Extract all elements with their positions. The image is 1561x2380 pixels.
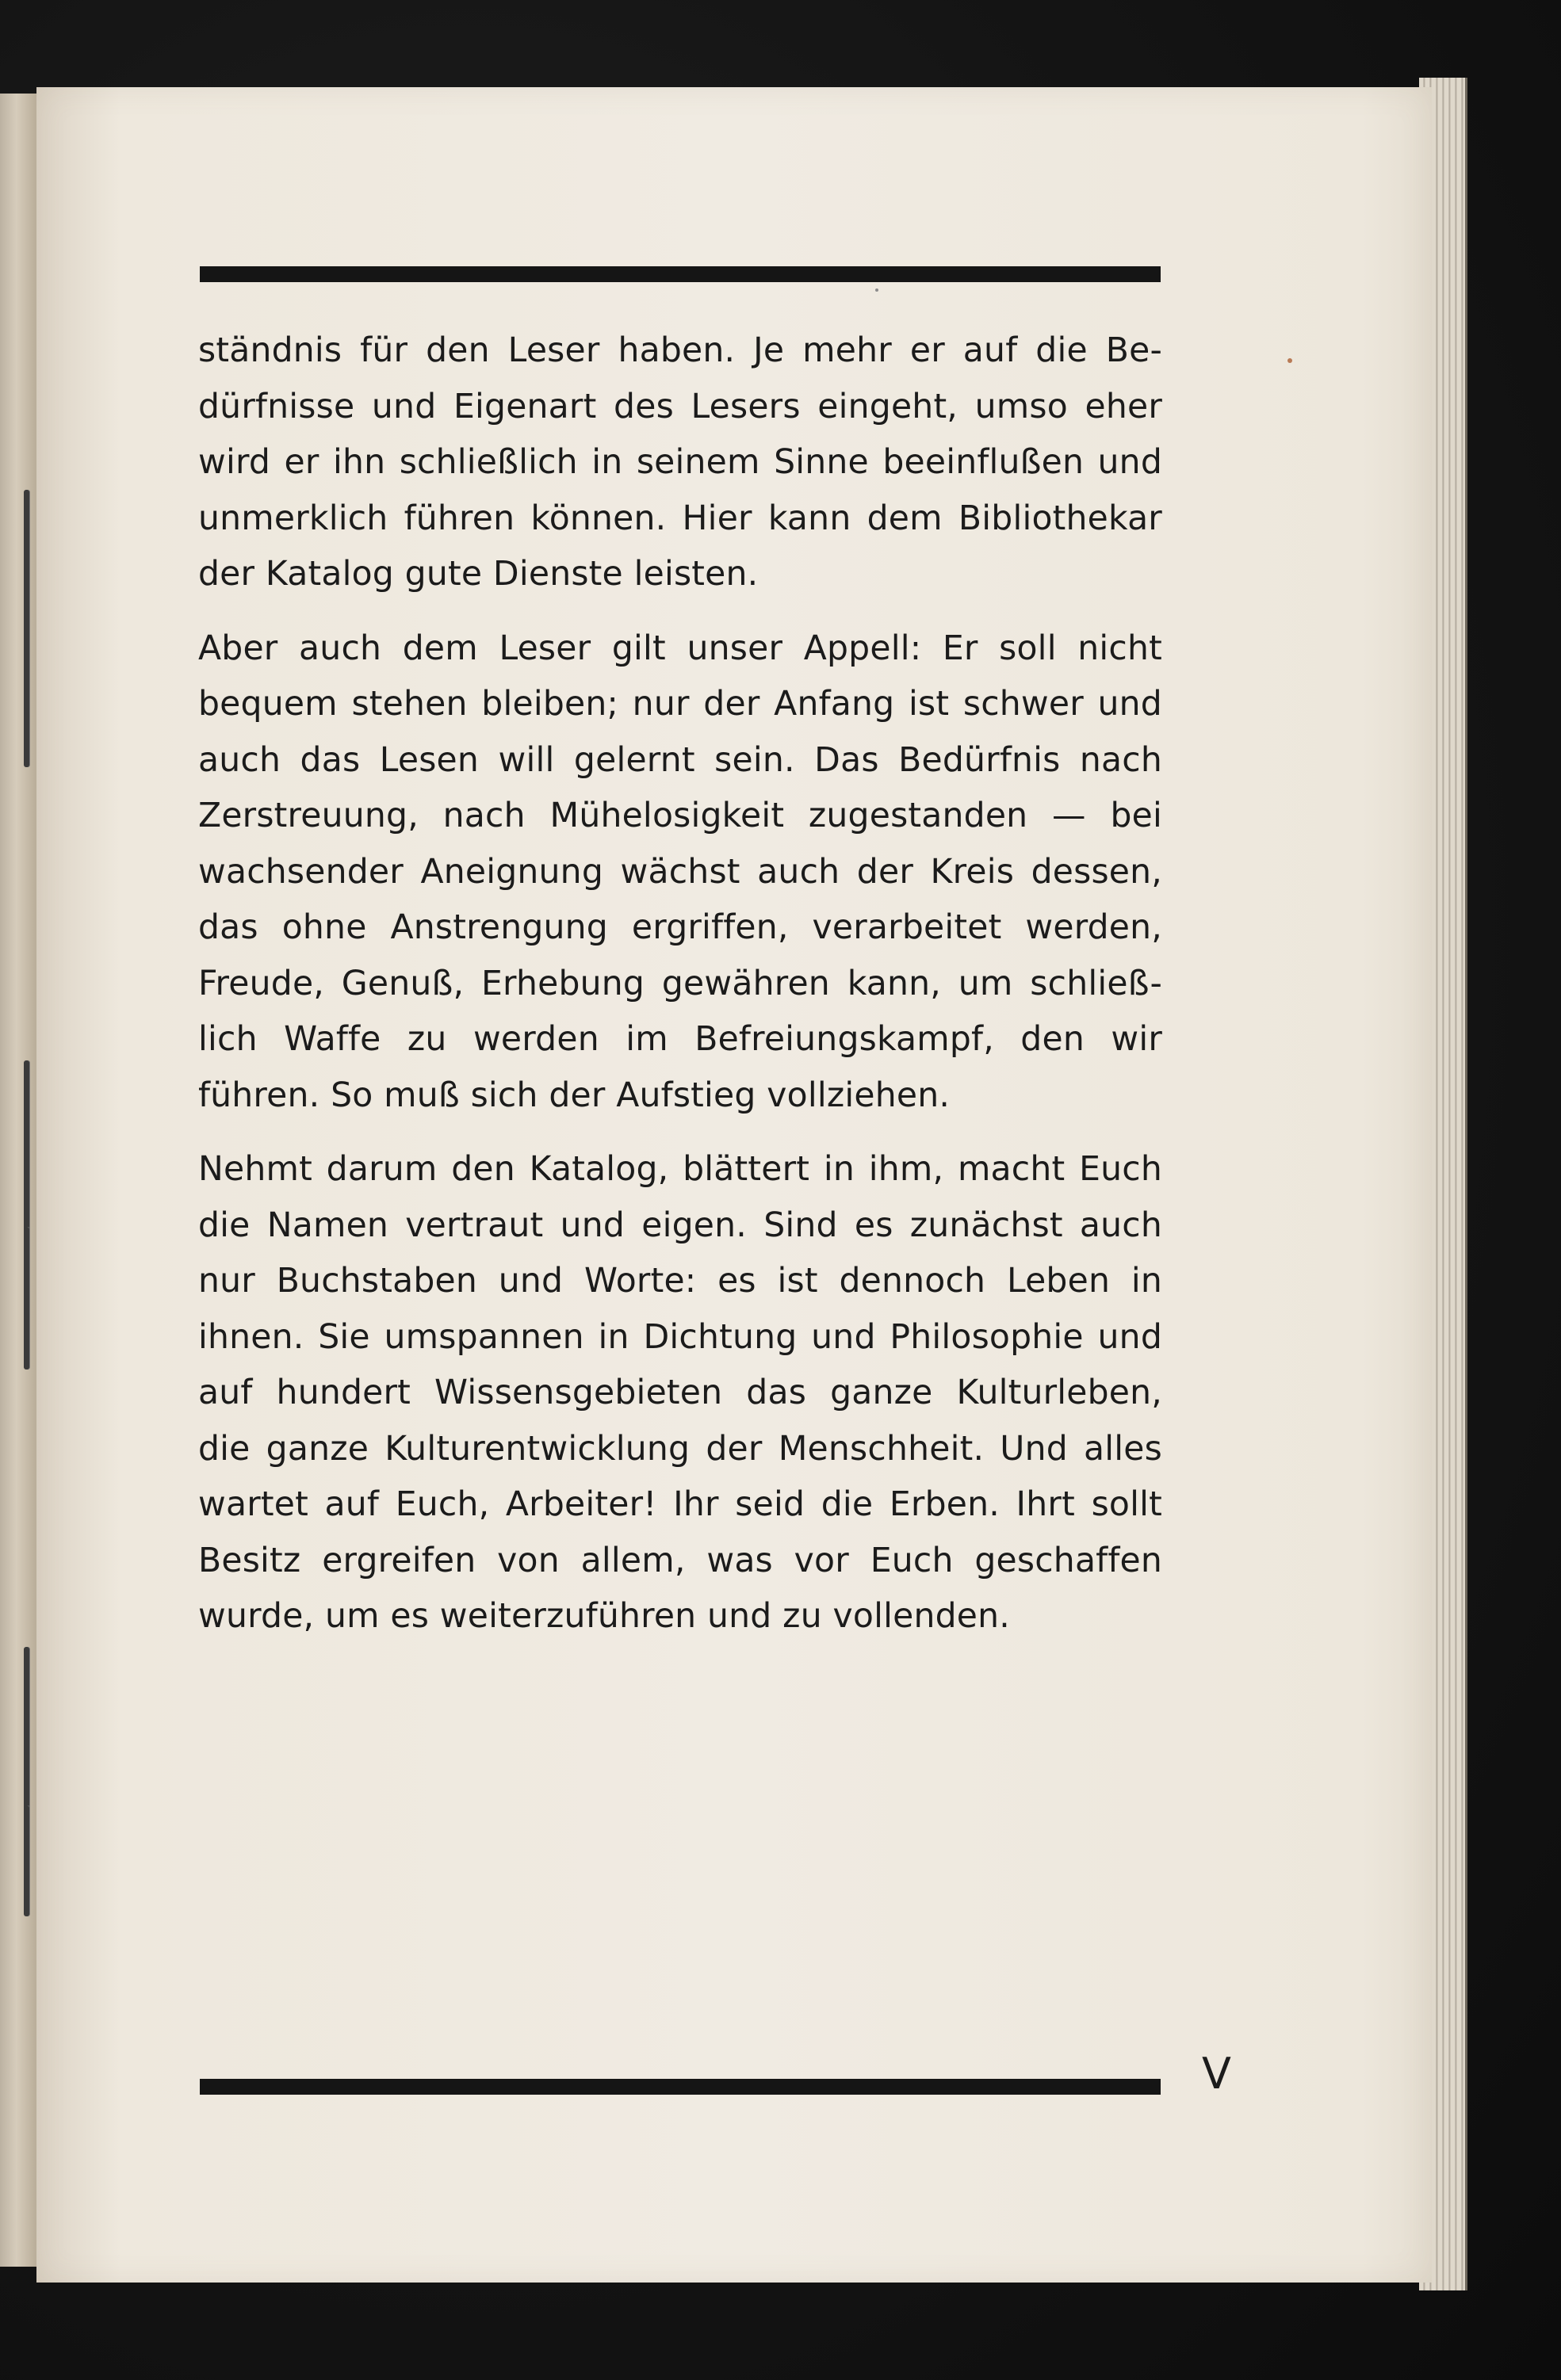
text-line: ständnis für den Leser haben. Je mehr er auf die Be- xyxy=(198,331,1162,370)
page-number: V xyxy=(1202,2049,1231,2099)
body-text xyxy=(198,323,1162,1664)
text-line: Zerstreuung, nach Mühelosigkeit zugestanden — bei xyxy=(198,797,1162,835)
paper-speck xyxy=(1287,358,1292,363)
text-line: wurde, um es weiterzuführen und zu vollenden. xyxy=(198,1597,1010,1636)
text-line: wachsender Aneignung wächst auch der Kreis dessen, xyxy=(198,852,1162,892)
text-line: dürfnisse und Eigenart des Lesers eingeht, umso eher xyxy=(198,387,1162,426)
text-line: führen. So muß sich der Aufstieg vollziehen. xyxy=(198,1075,951,1115)
text-line: die Namen vertraut und eigen. Sind es zunächst auch xyxy=(198,1205,1162,1245)
paragraph xyxy=(198,1142,1162,1645)
text-line: wartet auf Euch, Arbeiter! Ihr seid die Erben. Ihrt sollt xyxy=(198,1485,1162,1524)
text-line: Freude, Genuß, Erhebung gewähren kann, um schließ- xyxy=(198,964,1162,1003)
text-line: nur Buchstaben und Worte: es ist dennoch Leben in xyxy=(198,1262,1162,1301)
text-line: Besitz ergreifen von allem, was vor Euch geschaffen xyxy=(198,1541,1162,1580)
top-rule xyxy=(200,266,1161,282)
text-line: Nehmt darum den Katalog, blättert in ihm, macht Euch xyxy=(198,1150,1162,1189)
text-line: lich Waffe zu werden im Befreiungskampf, den wir xyxy=(198,1020,1162,1059)
text-line: auch das Lesen will gelernt sein. Das Bedürfnis nach xyxy=(198,740,1162,780)
text-line: die ganze Kulturentwicklung der Menschheit. Und alles xyxy=(198,1429,1162,1469)
text-line: bequem stehen bleiben; nur der Anfang ist schwer und xyxy=(198,685,1162,724)
text-line: auf hundert Wissensgebieten das ganze Kulturleben, xyxy=(198,1373,1162,1412)
binding-stitch xyxy=(24,1227,29,1370)
text-line: das ohne Anstrengung ergriffen, verarbeitet werden, xyxy=(198,908,1162,947)
paper-speck xyxy=(875,288,878,292)
binding-stitch xyxy=(24,1805,29,1916)
text-line: wird er ihn schließlich in seinem Sinne beeinflußen und xyxy=(198,443,1162,482)
paragraph xyxy=(198,621,1162,1125)
binding-stitch xyxy=(24,490,29,767)
book-binding xyxy=(0,94,38,2267)
text-line: Aber auch dem Leser gilt unser Appell: Er soll nicht xyxy=(198,628,1162,668)
bottom-rule xyxy=(200,2079,1161,2095)
text-line: der Katalog gute Dienste leisten. xyxy=(198,555,759,594)
text-line: unmerklich führen können. Hier kann dem Bibliothekar xyxy=(198,499,1162,538)
paragraph xyxy=(198,323,1162,603)
text-line: ihnen. Sie umspannen in Dichtung und Philosophie und xyxy=(198,1317,1162,1357)
